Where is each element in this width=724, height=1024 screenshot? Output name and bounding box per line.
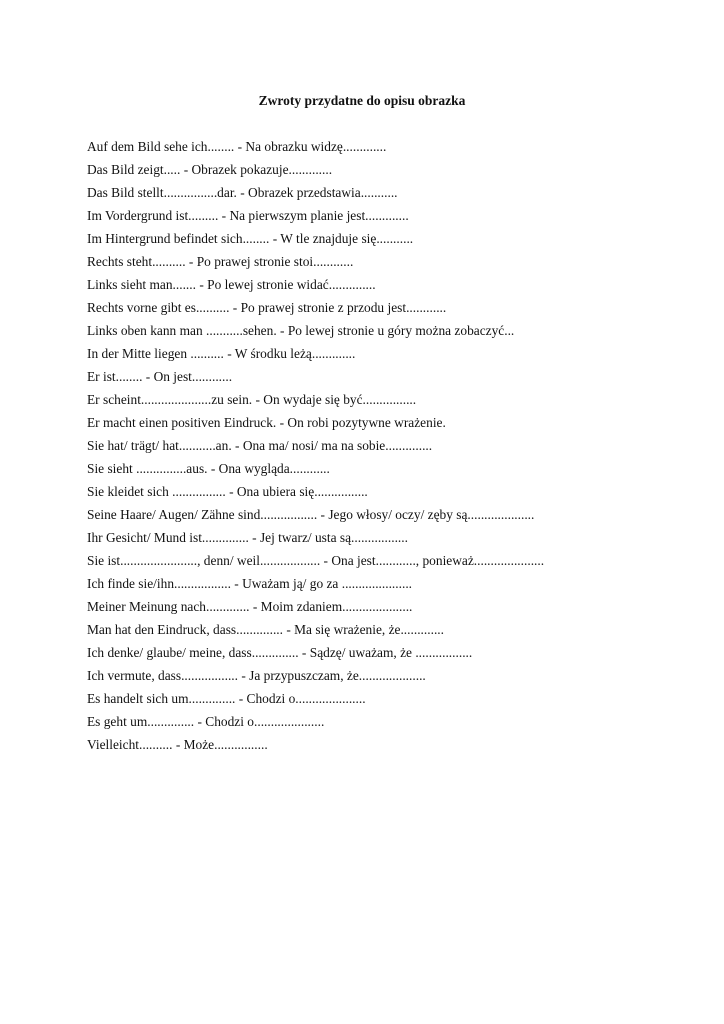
phrase-line: Sie hat/ trägt/ hat...........an. - Ona ma/ nosi/ ma na sobie..............: [87, 438, 433, 453]
phrase-line: Er ist........ - On jest............: [87, 369, 233, 384]
phrase-line: Er scheint.....................zu sein. - On wydaje się być................: [87, 392, 417, 407]
phrase-list: [87, 138, 707, 759]
phrase-line: Ihr Gesicht/ Mund ist.............. - Jej twarz/ usta są.................: [87, 530, 408, 545]
phrase-line: Sie ist......................., denn/ weil.................. - Ona jest............, ponieważ.....................: [87, 553, 545, 568]
phrase-line: Rechts steht.......... - Po prawej stronie stoi............: [87, 254, 354, 269]
phrase-line: Ich denke/ glaube/ meine, dass.............. - Sądzę/ uważam, że .................: [87, 645, 473, 660]
phrase-line: Sie kleidet sich ................ - Ona ubiera się................: [87, 484, 368, 499]
phrase-line: Ich vermute, dass................. - Ja przypuszczam, że....................: [87, 668, 426, 683]
phrase-line: Sie sieht ...............aus. - Ona wygląda............: [87, 461, 330, 476]
phrase-line: Das Bild stellt................dar. - Obrazek przedstawia...........: [87, 185, 398, 200]
phrase-line: Man hat den Eindruck, dass.............. - Ma się wrażenie, że.............: [87, 622, 444, 637]
phrase-line: Auf dem Bild sehe ich........ - Na obrazku widzę.............: [87, 139, 387, 154]
phrase-line: Im Vordergrund ist......... - Na pierwszym planie jest.............: [87, 208, 409, 223]
phrase-line: Es geht um.............. - Chodzi o.....................: [87, 714, 325, 729]
phrase-line: Ich finde sie/ihn................. - Uważam ją/ go za .....................: [87, 576, 413, 591]
phrase-line: Das Bild zeigt..... - Obrazek pokazuje.............: [87, 162, 333, 177]
phrase-line: Meiner Meinung nach............. - Moim zdaniem.....................: [87, 599, 413, 614]
document-title: Zwroty przydatne do opisu obrazka: [258, 93, 466, 108]
phrase-line: Er macht einen positiven Eindruck. - On robi pozytywne wrażenie.: [87, 415, 446, 430]
phrase-line: Es handelt sich um.............. - Chodzi o.....................: [87, 691, 366, 706]
phrase-line: Links oben kann man ...........sehen. - Po lewej stronie u góry można zobaczyć...: [87, 323, 515, 338]
phrase-line: Links sieht man....... - Po lewej stronie widać..............: [87, 277, 376, 292]
phrase-line: Vielleicht.......... - Może................: [87, 737, 268, 752]
phrase-line: In der Mitte liegen .......... - W środku leżą.............: [87, 346, 356, 361]
phrase-line: Seine Haare/ Augen/ Zähne sind................. - Jego włosy/ oczy/ zęby są....................: [87, 507, 535, 522]
phrase-line: Im Hintergrund befindet sich........ - W tle znajduje się...........: [87, 231, 414, 246]
phrase-line: Rechts vorne gibt es.......... - Po prawej stronie z przodu jest............: [87, 300, 447, 315]
